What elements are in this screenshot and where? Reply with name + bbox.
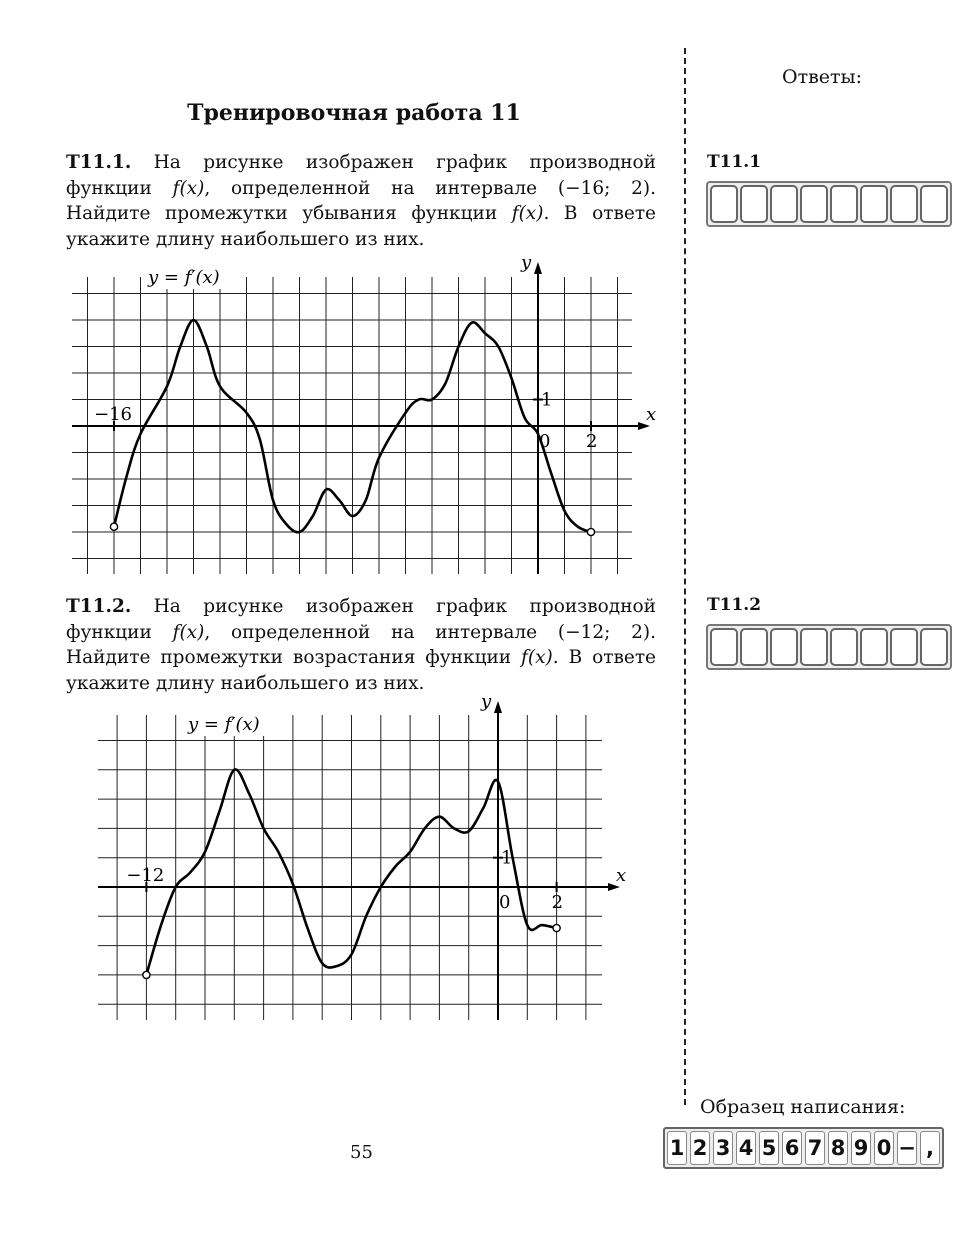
answer-cell[interactable] [770,185,798,223]
chart-2 [90,695,630,1030]
problem-2-fx2: f(x) [521,647,553,668]
problem-2-text-c: . В ответе укажите длину наибольшего из них. [66,647,656,694]
sample-label: Образец написания: [700,1096,906,1118]
y-axis-label: y [521,252,532,273]
answer-1-field[interactable] [706,181,952,227]
answer-2-label: T11.2 [707,595,762,615]
chart-grid [98,715,602,1020]
page-number: 55 [350,1142,373,1163]
sample-char: 2 [690,1131,710,1165]
answer-2-field[interactable] [706,624,952,670]
sample-char: 6 [782,1131,802,1165]
tick-label-x-right: 2 [551,892,564,913]
answer-cell[interactable] [740,185,768,223]
chart-1 [60,252,660,584]
answers-title: Ответы: [782,66,863,88]
answer-cell[interactable] [890,185,918,223]
problem-2-id: T11.2. [66,596,132,617]
answer-1-label: T11.1 [707,152,762,172]
sample-char: 9 [851,1131,871,1165]
answer-cell[interactable] [800,185,828,223]
sample-char: 5 [759,1131,779,1165]
tick-label-x-left: −12 [126,865,165,886]
answer-cell[interactable] [710,185,738,223]
answer-cell[interactable] [830,628,858,666]
tick-label-x-right: 2 [586,431,598,452]
chart-title: y = f′(x) [148,267,220,288]
answer-cell[interactable] [710,628,738,666]
sample-char: 3 [713,1131,733,1165]
sample-char: 4 [736,1131,756,1165]
problem-1-id: T11.1. [66,152,132,173]
page-title: Тренировочная работа 11 [187,100,521,126]
answer-cell[interactable] [770,628,798,666]
answer-cell[interactable] [920,185,948,223]
problem-2-text-a: На рисунке изображен график производной функции [66,596,656,643]
x-axis-label: x [616,865,627,886]
answer-cell[interactable] [800,628,828,666]
open-endpoint [110,523,117,530]
tick-label-x-left: −16 [94,404,132,425]
answer-cell[interactable] [920,628,948,666]
tick-label-origin: 0 [499,892,511,913]
answer-cell[interactable] [890,628,918,666]
problem-1-text [66,150,656,252]
problem-2-text [66,594,656,696]
y-axis-arrow [494,701,502,713]
y-axis-label: y [481,695,492,712]
problem-2-fx1: f(x) [172,621,205,643]
sample-char: 8 [828,1131,848,1165]
chart-title: y = f′(x) [188,714,260,735]
column-divider [684,48,686,1105]
open-endpoint [553,924,560,931]
answer-cell[interactable] [830,185,858,223]
y-axis-arrow [534,262,542,274]
open-endpoint [587,528,594,535]
open-endpoint [143,971,150,978]
problem-1-text-a: На рисунке изображен график производной функции [66,152,656,199]
problem-1-text-c: . В ответе укажите длину наибольшего из них. [66,203,656,250]
problem-1-fx1: f(x) [172,177,205,199]
sample-char: 1 [667,1131,687,1165]
sample-char: − [897,1131,917,1165]
sample-char: 0 [874,1131,894,1165]
sample-char: 7 [805,1131,825,1165]
x-axis-label: x [646,404,657,425]
tick-label-y-one: 1 [541,389,553,411]
answer-cell[interactable] [740,628,768,666]
sample-writing [663,1127,944,1169]
problem-1-text-b: , определенной на интервале (−16; 2). Найдите промежутки убывания функции [66,177,657,224]
problem-1-fx2: f(x) [511,203,544,224]
tick-label-origin: 0 [539,431,551,452]
answer-cell[interactable] [860,628,888,666]
sample-char: , [920,1131,940,1165]
answer-cell[interactable] [860,185,888,223]
tick-label-y-one: 1 [501,847,513,869]
problem-2-text-b: , определенной на интервале (−12; 2). Найдите промежутки возрастания функции [66,621,657,668]
